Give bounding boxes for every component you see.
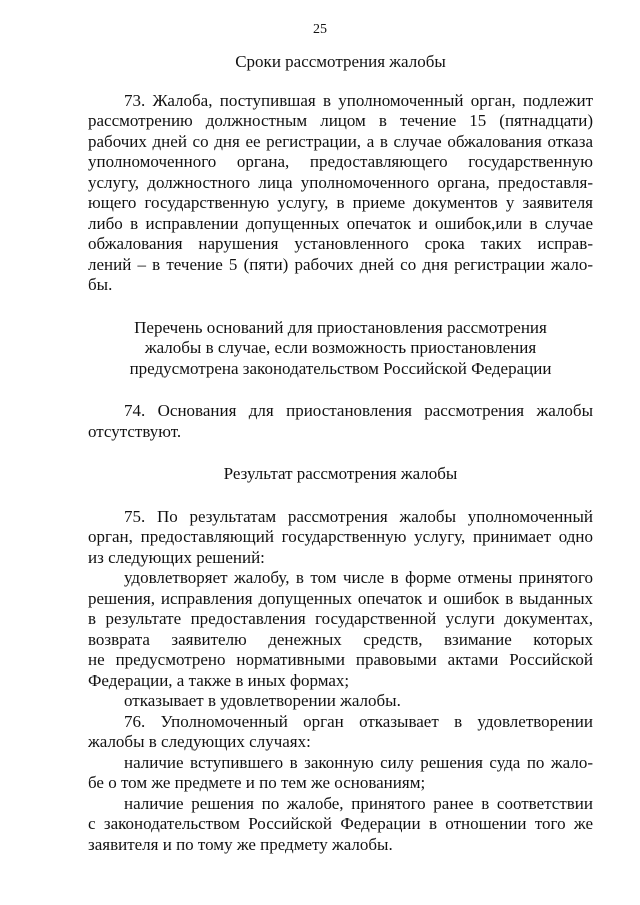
paragraph-76 — [88, 712, 593, 753]
text-line: бе о том же предмете и по тем же основаниям; — [88, 773, 426, 792]
text-line: 75. По результатам рассмотрения жалобы уполномоченный — [124, 506, 593, 526]
paragraph-75 — [88, 507, 593, 569]
text-line: рабочих дней со дня ее регистрации, а в случае обжалования отказа — [88, 131, 593, 151]
text-line: уполномоченного органа, предоставляющего государственную — [88, 152, 593, 171]
heading-review-terms: Сроки рассмотрения жалобы — [235, 52, 446, 71]
heading-suspension-grounds — [88, 318, 593, 380]
heading-line: предусмотрена законодательством Российской Федерации — [129, 358, 552, 378]
text-line: отказывает в удовлетворении жалобы. — [124, 691, 401, 710]
heading-line: жалобы в случае, если возможность приостановления — [144, 338, 537, 357]
text-line: отсутствуют. — [88, 421, 182, 441]
paragraph-75-refuse — [88, 691, 593, 712]
heading-review-result: Результат рассмотрения жалобы — [223, 464, 458, 483]
text-line: заявителя и по тому же предмету жалобы. — [88, 834, 393, 854]
paragraph-76-court — [88, 753, 593, 794]
paragraph-73 — [88, 91, 593, 296]
text-line: удовлетворяет жалобу, в том числе в форме отмены принятого — [124, 568, 593, 587]
text-line: решения, исправления допущенных опечаток и ошибок в выданных — [88, 588, 593, 608]
text-line: лений – в течение 5 (пяти) рабочих дней со дня регистрации жало- — [88, 254, 593, 274]
text-line: обжалования нарушения установленного срока таких исправ- — [88, 234, 593, 253]
heading-line: Перечень оснований для приостановления рассмотрения — [134, 317, 547, 337]
paragraph-76-prior — [88, 794, 593, 856]
text-line: услугу, должностного лица уполномоченного органа, предоставля- — [88, 172, 593, 192]
paragraph-75-satisfy — [88, 568, 593, 691]
text-line: либо в исправлении допущенных опечаток и ошибок,или в случае — [88, 213, 593, 233]
paragraph-74 — [88, 401, 593, 442]
text-line: с законодательством Российской Федерации в отношении того же — [88, 814, 593, 833]
text-line: не предусмотрено нормативными правовыми актами Российской — [88, 650, 593, 669]
text-line: жалобы в следующих случаях: — [88, 732, 311, 751]
text-line: бы. — [88, 275, 113, 294]
text-line: в результате предоставления государственной услуги документах, — [88, 609, 593, 628]
text-line: орган, предоставляющий государственную услугу, принимает одно — [88, 527, 593, 546]
text-line: 74. Основания для приостановления рассмотрения жалобы — [124, 401, 593, 420]
page-content — [88, 52, 593, 855]
text-line: ющего государственную услугу, в приеме документов у заявителя — [88, 193, 593, 212]
text-line: 76. Уполномоченный орган отказывает в удовлетворении — [124, 711, 593, 731]
text-line: рассмотрению должностным лицом в течение 15 (пятнадцати) — [88, 111, 593, 130]
text-line: возврата заявителю денежных средств, взимание которых — [88, 629, 593, 649]
page-number: 25 — [313, 22, 327, 37]
text-line: наличие вступившего в законную силу решения суда по жало- — [124, 752, 593, 772]
text-line: из следующих решений: — [88, 547, 265, 567]
text-line: 73. Жалоба, поступившая в уполномоченный орган, подлежит — [124, 90, 593, 110]
text-line: наличие решения по жалобе, принятого ранее в соответствии — [124, 793, 593, 813]
text-line: Федерации, а также в иных формах; — [88, 670, 350, 690]
